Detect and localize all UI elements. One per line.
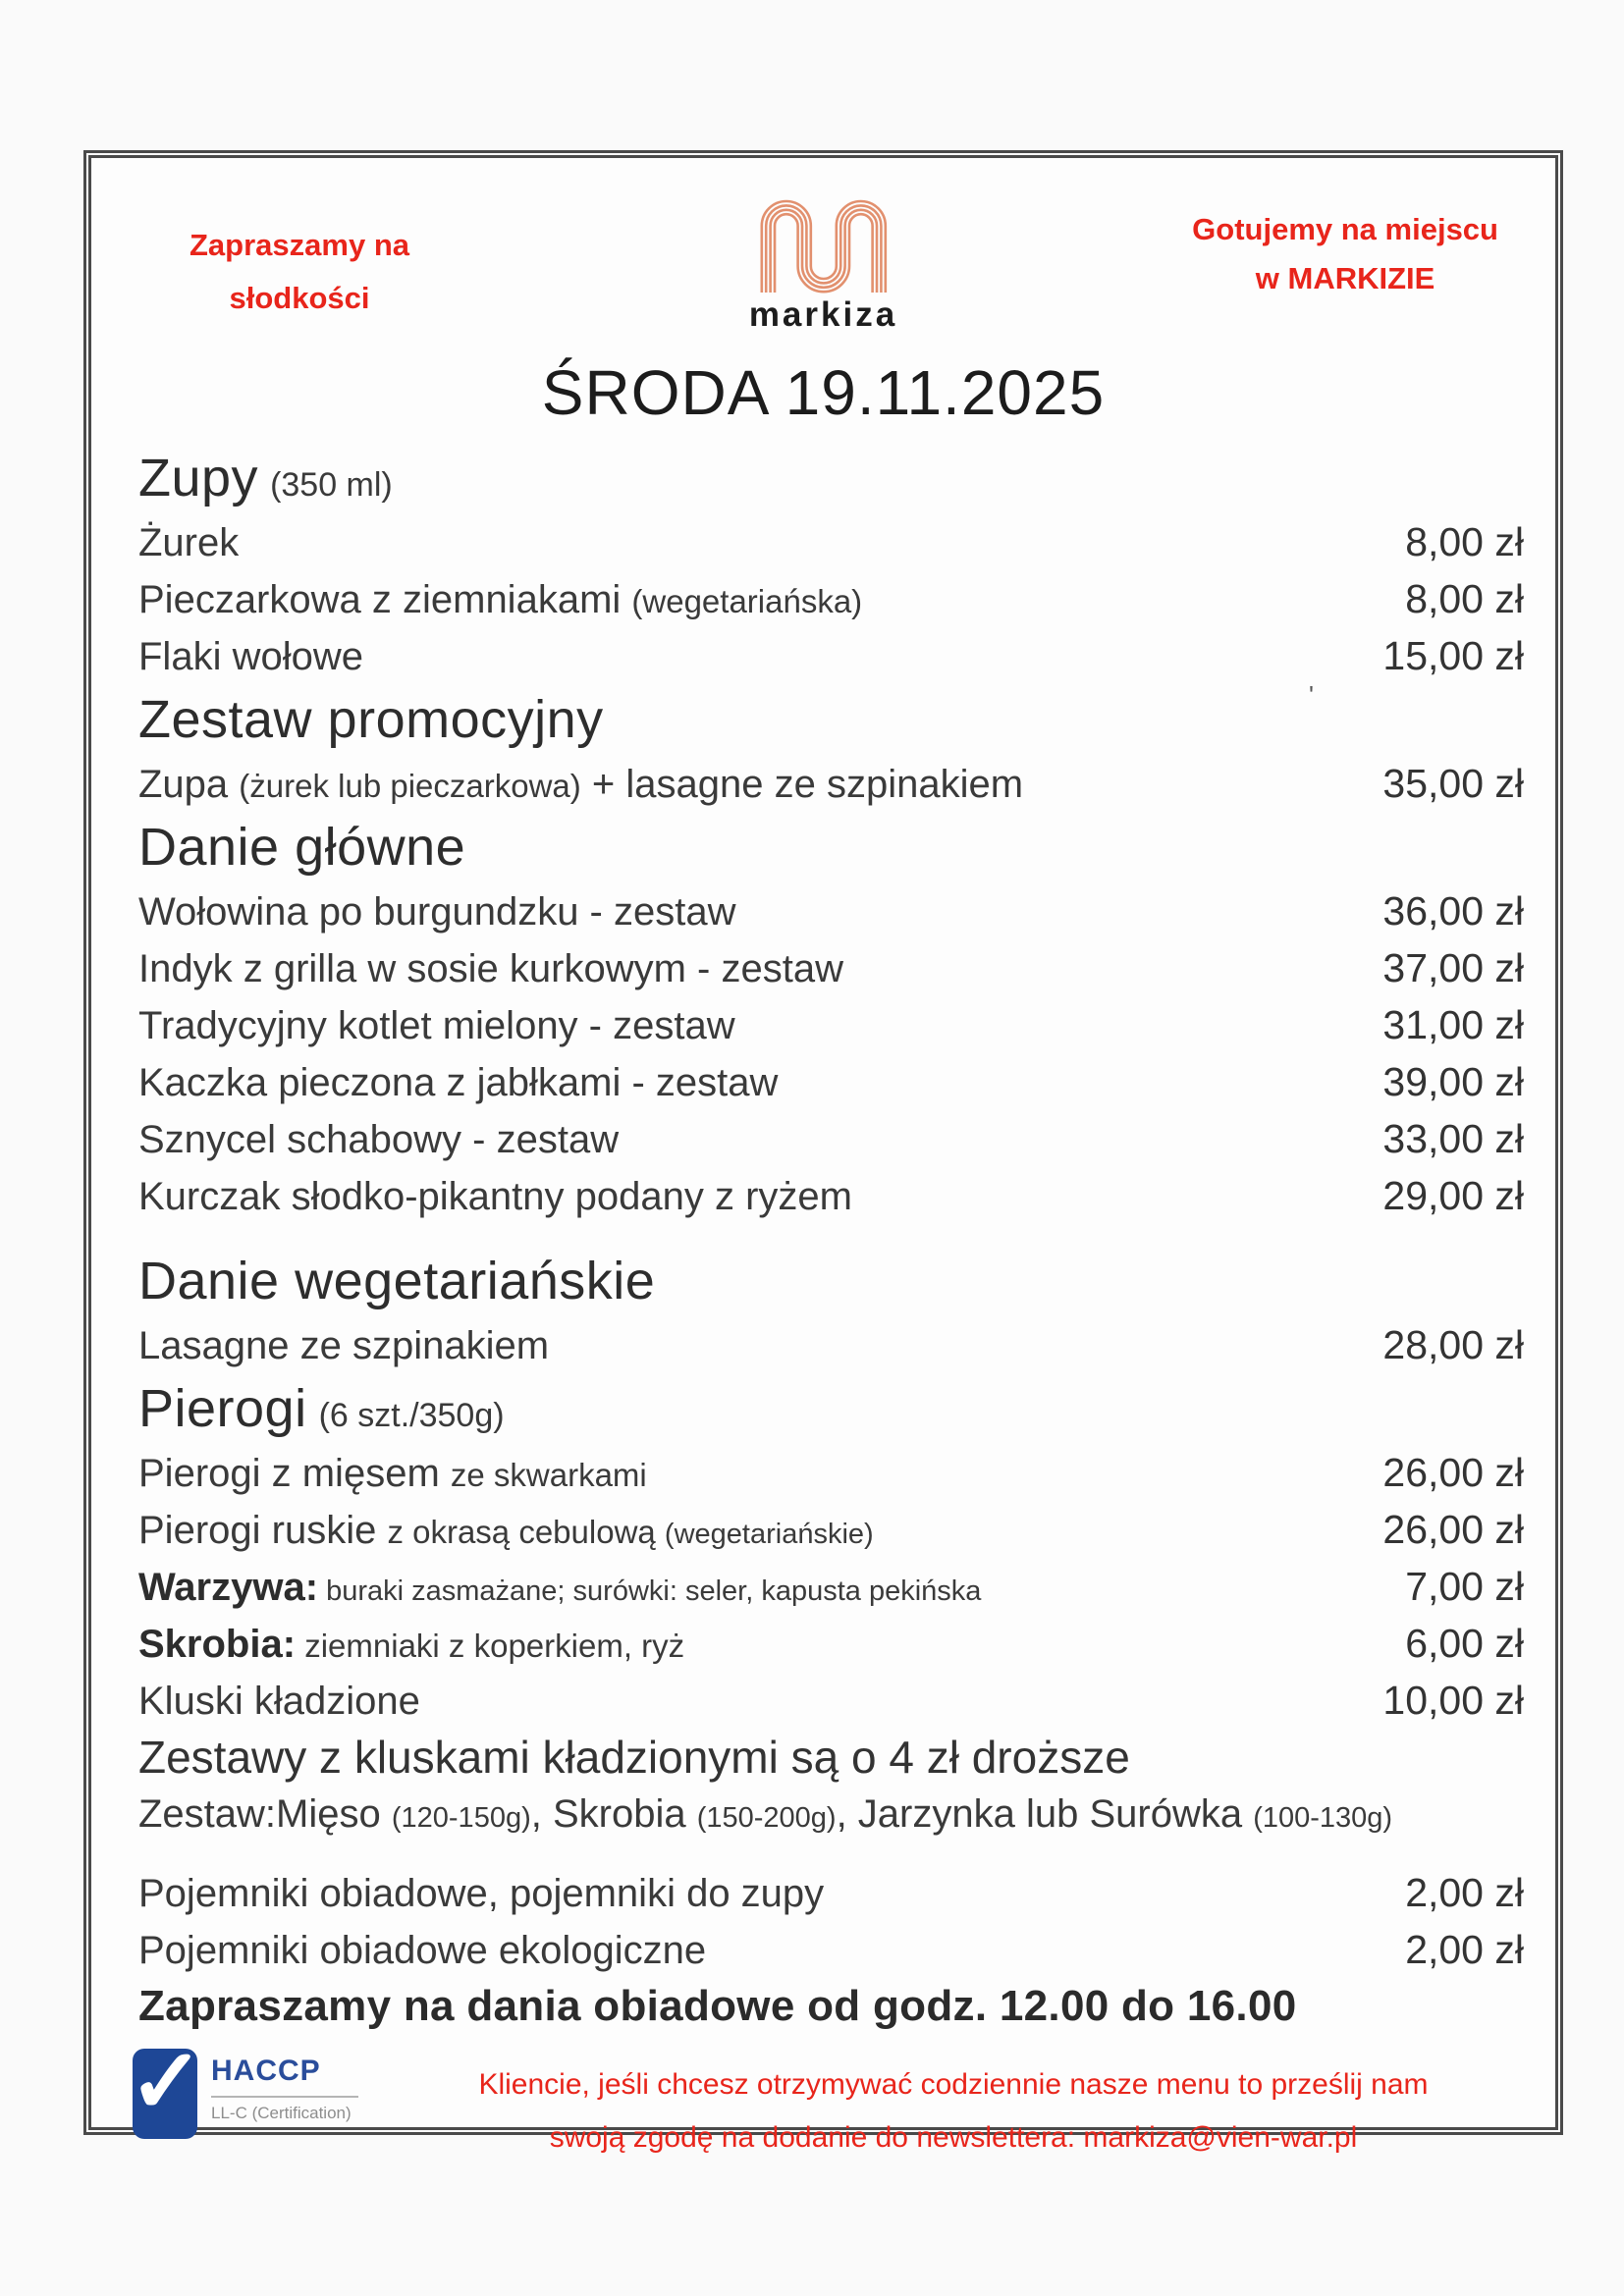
- check-glyph: ✓: [129, 2032, 205, 2132]
- sweets-note: [189, 219, 409, 326]
- menu-item: [91, 1501, 1555, 1558]
- item-name: Wołowina po burgundzku - zestaw: [138, 890, 736, 934]
- item-price: 8,00 zł: [1405, 519, 1524, 564]
- item-name: Flaki wołowe: [138, 635, 363, 678]
- item-price: 10,00 zł: [1382, 1678, 1524, 1723]
- item-name: Zestawy z kluskami kładzionymi są o 4 zł droższe: [138, 1732, 1130, 1783]
- section-heading: [91, 1373, 1555, 1444]
- item-name: Skrobia: ziemniaki z koperkiem, ryż: [138, 1623, 685, 1666]
- item-name: Zapraszamy na dania obiadowe od godz. 12.00 do 16.00: [138, 1982, 1297, 2030]
- item-name: Pieczarkowa z ziemniakami (wegetariańska): [138, 578, 863, 621]
- markiza-awning-icon: [756, 197, 891, 295]
- item-price: 35,00 zł: [1382, 761, 1524, 806]
- item-price: 7,00 zł: [1405, 1564, 1524, 1609]
- item-price: 36,00 zł: [1382, 888, 1524, 934]
- item-name: Pierogi z mięsem ze skwarkami: [138, 1452, 647, 1495]
- stray-mark: ': [1309, 680, 1314, 710]
- item-price: 28,00 zł: [1382, 1322, 1524, 1367]
- cooked-on-site-note: [1192, 205, 1498, 302]
- menu-footer: [91, 2032, 1555, 2164]
- menu-rows: [91, 443, 1555, 2035]
- item-price: 33,00 zł: [1382, 1116, 1524, 1161]
- sweets-note-line1: Zapraszamy na: [189, 228, 409, 262]
- brand-name: markiza: [748, 295, 898, 334]
- item-price: 37,00 zł: [1382, 945, 1524, 990]
- menu-item: [91, 1558, 1555, 1615]
- item-price: 6,00 zł: [1405, 1621, 1524, 1666]
- item-price: 31,00 zł: [1382, 1002, 1524, 1047]
- item-name: Kaczka pieczona z jabłkami - zestaw: [138, 1061, 779, 1104]
- menu-note: [91, 1978, 1555, 2035]
- menu-item: [91, 1672, 1555, 1729]
- item-price: 2,00 zł: [1405, 1927, 1524, 1972]
- page-title: ŚRODA 19.11.2025: [541, 357, 1106, 428]
- item-name: Żurek: [138, 521, 240, 564]
- section-heading: [91, 443, 1555, 513]
- haccp-label: HACCP: [211, 2055, 321, 2087]
- menu-item: [91, 1053, 1555, 1110]
- menu-item: [91, 882, 1555, 939]
- menu-header: [91, 158, 1555, 352]
- menu-item: [91, 1110, 1555, 1167]
- cooked-on-site-line2: w MARKIZIE: [1255, 260, 1435, 295]
- item-name: Pojemniki obiadowe ekologiczne: [138, 1929, 707, 1972]
- item-name: Tradycyjny kotlet mielony - zestaw: [138, 1004, 735, 1047]
- menu-card: [83, 150, 1563, 2154]
- section-heading-text: Danie główne: [138, 818, 466, 877]
- section-heading: [91, 812, 1555, 882]
- newsletter-line2: swoją zgodę na dodanie do newslettera: markiza@vien-war.pl: [549, 2121, 1358, 2154]
- section-heading-text: Danie wegetariańskie: [138, 1252, 656, 1310]
- menu-item: [91, 1864, 1555, 1921]
- haccp-divider: [211, 2096, 358, 2098]
- item-price: 2,00 zł: [1405, 1870, 1524, 1915]
- item-name: Lasagne ze szpinakiem: [138, 1324, 550, 1367]
- menu-note: [91, 1786, 1555, 1842]
- item-name: Zestaw:Mięso (120-150g), Skrobia (150-200g), Jarzynka lub Surówka (100-130g): [138, 1792, 1393, 1836]
- item-price: 15,00 zł: [1382, 633, 1524, 678]
- section-heading-text: Pierogi (6 szt./350g): [138, 1379, 505, 1438]
- section-heading: [91, 1246, 1555, 1316]
- brand-logo: [749, 197, 897, 335]
- menu-item: [91, 939, 1555, 996]
- item-price: 26,00 zł: [1382, 1507, 1524, 1552]
- haccp-certifier: LL-C (Certification): [211, 2104, 352, 2122]
- item-name: Zupa (żurek lub pieczarkowa) + lasagne ze szpinakiem: [138, 763, 1024, 806]
- item-name: Pierogi ruskie z okrasą cebulową (wegetariańskie): [138, 1509, 874, 1552]
- menu-item: [91, 1316, 1555, 1373]
- section-heading-text: Zestaw promocyjny: [138, 690, 604, 749]
- menu-item: [91, 755, 1555, 812]
- item-price: 26,00 zł: [1382, 1450, 1524, 1495]
- menu-item: [91, 570, 1555, 627]
- item-name: Indyk z grilla w sosie kurkowym - zestaw: [138, 947, 843, 990]
- item-name: Pojemniki obiadowe, pojemniki do zupy: [138, 1872, 825, 1915]
- menu-item: [91, 1167, 1555, 1224]
- item-name: Kluski kładzione: [138, 1680, 420, 1723]
- newsletter-line1: Kliencie, jeśli chcesz otrzymywać codziennie nasze menu to prześlij nam: [478, 2068, 1429, 2101]
- item-name: Warzywa: buraki zasmażane; surówki: seler, kapusta pekińska: [138, 1566, 982, 1609]
- cooked-on-site-line1: Gotujemy na miejscu: [1192, 212, 1498, 246]
- item-name: Kurczak słodko-pikantny podany z ryżem: [138, 1175, 852, 1218]
- item-price: 8,00 zł: [1405, 576, 1524, 621]
- menu-item: [91, 1444, 1555, 1501]
- item-price: 39,00 zł: [1382, 1059, 1524, 1104]
- sweets-note-line2: słodkości: [229, 281, 370, 316]
- section-heading: [91, 684, 1555, 755]
- item-name: Sznycel schabowy - zestaw: [138, 1118, 620, 1161]
- haccp-certification: [129, 2032, 383, 2139]
- menu-note: [91, 1729, 1555, 1786]
- haccp-checkmark-icon: [129, 2032, 205, 2139]
- newsletter-note: [383, 2049, 1524, 2164]
- section-heading-text: Zupy (350 ml): [138, 449, 393, 507]
- item-price: 29,00 zł: [1382, 1173, 1524, 1218]
